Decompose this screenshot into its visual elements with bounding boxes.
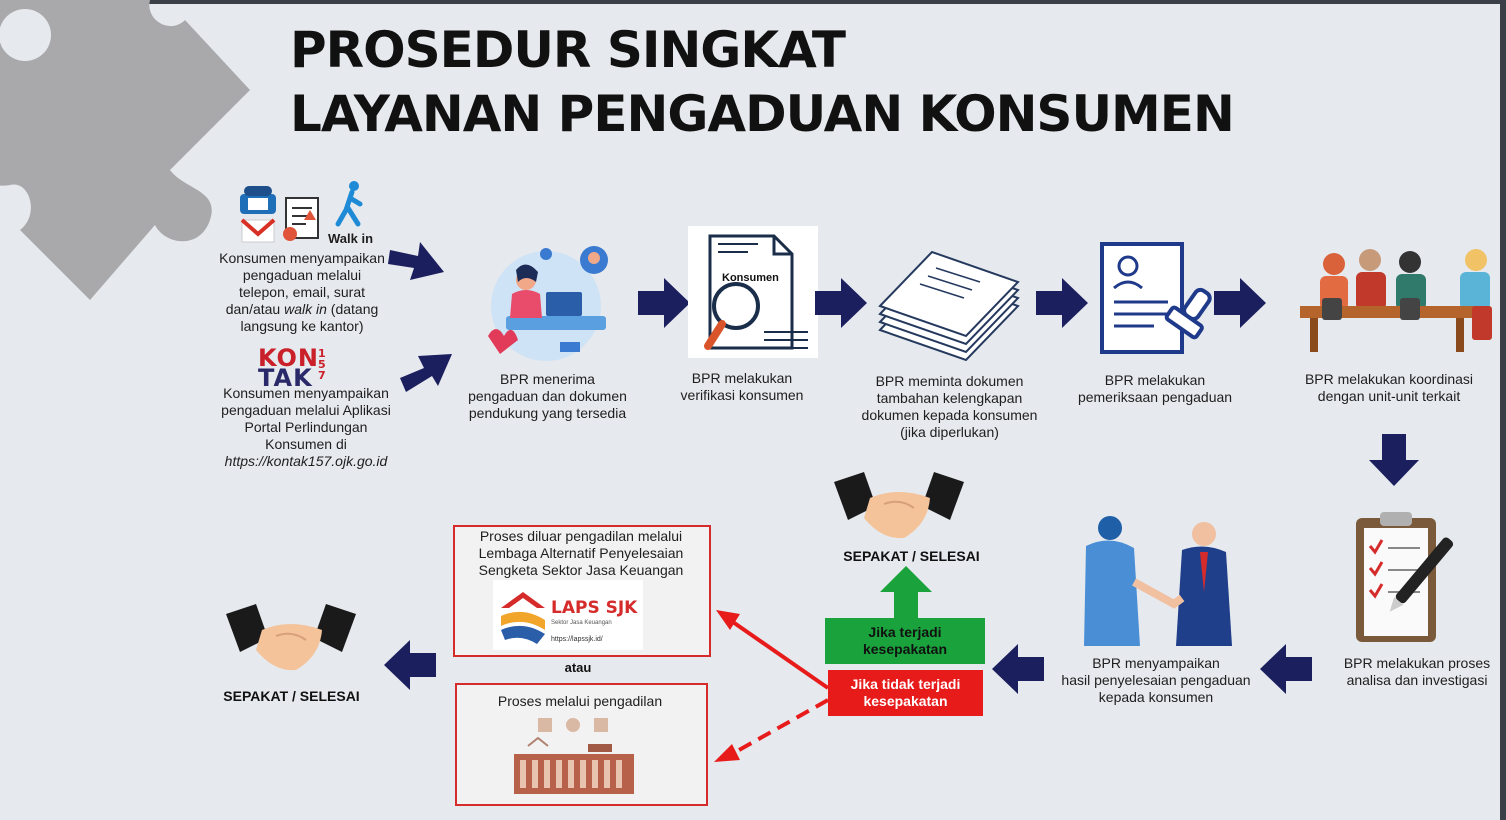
arrow-left-3-icon [384,640,436,690]
kontak157-logo: KON TAK [258,344,320,392]
step-analysis-text: BPR melakukan proses analisa dan investigasi [1343,655,1491,688]
court-text: Proses melalui pengadilan [497,693,663,709]
agree-label-top: SEPAKAT / SELESAI [843,548,980,564]
title-line-1: PROSEDUR SINGKAT [290,21,845,79]
no-agreement-box: Jika tidak terjadi kesepakatan [828,670,983,716]
page-title [290,18,1234,146]
walk-in-label: Walk in [328,231,374,246]
arrow-right-1-icon [638,278,690,328]
laps-emblem-icon [497,586,549,646]
handshake-agree-icon [834,468,964,542]
laps-text: Proses diluar pengadilan melalui Lembaga Alternatif Penyelesaian Sengketa Sektor Jasa Keuangan [478,528,684,578]
receive-complaint-illustration [476,236,621,366]
laps-sjk-logo: LAPS SJK Sektor Jasa Keuangan https://lapssjk.id/ [493,580,643,650]
arrow-left-2-icon [992,644,1044,694]
arrow-down-icon [1369,434,1419,486]
right-border [1500,0,1506,820]
red-arrows-icon [700,600,840,770]
telephone-icon [240,186,276,214]
kontak157-number: 157 [318,347,326,382]
agreement-box: Jika terjadi kesepakatan [825,618,985,664]
channel-1-text: Konsumen menyampaikan pengaduan melalui telepon, email, surat dan/atau walk in (datang langsung ke kantor) [219,250,385,334]
step-examine-text: BPR melakukan pemeriksaan pengaduan [1077,372,1233,405]
step-result-text: BPR menyampaikan hasil penyelesaian pengaduan kepada konsumen [1061,655,1251,705]
agree-label-final: SEPAKAT / SELESAI [223,688,360,704]
konsumen-doc-label: Konsumen [722,272,779,284]
step-receive-text: BPR menerima pengaduan dan dokumen pendukung yang tersedia [468,371,627,421]
courtroom-icon [508,716,638,796]
channel-2-text: Konsumen menyampaikan pengaduan melalui Aplikasi Portal Perlindungan Konsumen di https://kontak157.ojk.go.id [221,385,391,469]
handshake-final-icon [226,600,356,674]
verification-document-icon [688,226,818,358]
arrow-right-4-icon [1214,278,1266,328]
email-icon [242,220,274,242]
clipboard-analysis-icon [1348,508,1458,648]
title-line-2: LAYANAN PENGADUAN KONSUMEN [290,85,1234,143]
arrow-channel1-icon [388,236,448,286]
examination-document-icon [1098,240,1213,358]
arrow-right-2-icon [815,278,867,328]
arrow-up-green-icon [880,566,932,620]
step-verify-text: BPR melakukan verifikasi konsumen [680,370,804,403]
coordination-meeting-illustration [1300,236,1496,358]
arrow-left-1-icon [1260,644,1312,694]
arrow-channel2-icon [396,346,456,396]
document-stack-icon [876,246,1021,366]
step-request-text: BPR meminta dokumen tambahan kelengkapan dokumen kepada konsumen (jika diperlukan) [861,373,1038,440]
step-coord-text: BPR melakukan koordinasi dengan unit-unit terkait [1304,371,1474,404]
atau-label: atau [564,660,592,675]
walking-person-icon [338,181,360,224]
business-handshake-illustration [1064,512,1244,648]
letter-icon [283,198,318,241]
arrow-right-3-icon [1036,278,1088,328]
